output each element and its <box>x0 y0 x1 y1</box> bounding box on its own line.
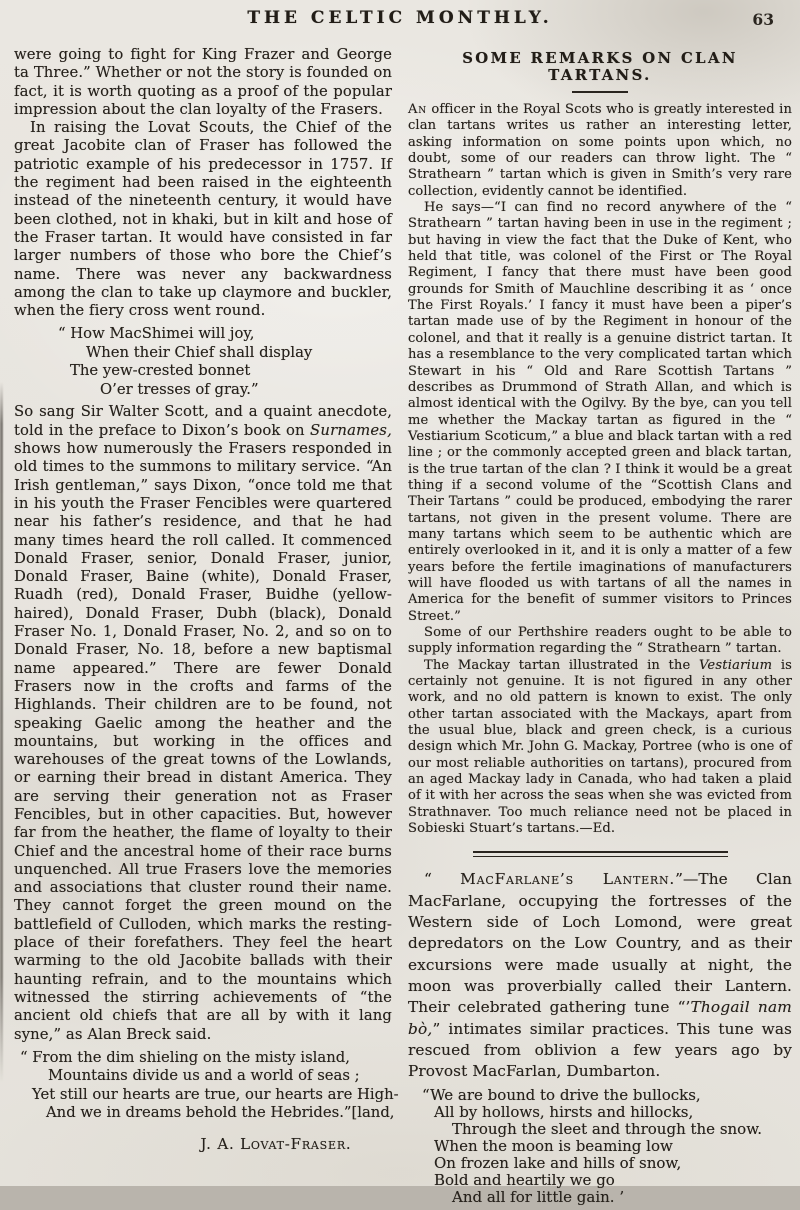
title-rule <box>572 91 628 93</box>
paragraph: An officer in the Royal Scots who is greatly interested in clan tartans writes us rather an interesting letter, asking information on some points upon which, no doubt, some of our readers can throw light. The “ Strathearn ” tartan which is given in Smith’s very rare collection, evidently cannot be identified. <box>408 102 792 199</box>
paragraph: Some of our Perthshire readers ought to be able to supply information regarding the “ Strathearn ” tartan. <box>408 625 792 657</box>
verse-line: And all for little gain. ’ <box>452 1187 625 1206</box>
verse-line: Yet still our hearts are true, our hearts are High- <box>32 1085 399 1103</box>
verse <box>14 325 392 399</box>
paragraph: The Mackay tartan illustrated in the Vestiarium is certainly not genuine. It is not figured in any other work, and no old pattern is known to exist. The only other tartan associated with the Mackays, apart from the usual blue, black and green check, is a curious design which Mr. John G. Mackay, Portree (who is one of our most reliable authorities on tartans), procured from an aged Mackay lady in Canada, who had taken a plaid of it with her across the seas when she was evicted from Strathnaver. Too much reliance need not be placed in Sobieski Stuart’s tartans.—Ed. <box>408 657 792 837</box>
verse-line: Bold and heartily we go <box>434 1170 615 1189</box>
paragraph: “ MacFarlane’s Lantern.”—The Clan MacFarlane, occupying the fortresses of the Western side of Loch Lomond, were great depredators on the Low Country, and as their excursions were made usually at night, the moon was proverbially called their Lantern. Their celebrated gathering tune “’Thogail nam bò,” intimates similar practices. This tune was rescued from oblivion a few years ago by Provost MacFarlan, Dumbarton. <box>408 870 792 1081</box>
paragraph: He says—“I can find no record anywhere of the “ Strathearn ” tartan having been in use in the regiment ; but having in view the fact that the Duke of Kent, who held that title, was colonel of the First or The Royal Regiment, I fancy that there must have been good grounds for Smith of Mauchline describing it as ‘ once The First Royals.’ I fancy it must have been a piper’s tartan made use of by the Regiment in honour of the colonel, and that it really is a genuine district tartan. It has a resemblance to the very complicated tartan which Stewart in his “ Old and Rare Scottish Tartans ” describes as Drummond of Strath Allan, and which is almost identical with the Ogilvy. By the bye, can you tell me whether the Mackay tartan as figured in the “ Vestiarium Scoticum,” a blue and black tartan with a red line ; or the commonly accepted green and black tartan, is the true tartan of the clan ? I think it would be a great thing if a second volume of the “Scottish Clans and Their Tartans ” could be produced, embodying the rarer tartans, not given in the present volume. There are many tartans which seem to be authentic which are entirely overlooked in it, and it is only a matter of a few years before the fertile imaginations of manufacturers will have flooded us with tartans of all the names in America for the benefit of summer visitors to Princes Street.” <box>408 200 792 624</box>
verse-line: “ From the dim shieling on the misty island, <box>20 1048 350 1066</box>
verse-line: O’er tresses of gray.” <box>100 380 259 398</box>
article-title: SOME REMARKS ON CLAN TARTANS. <box>462 50 738 84</box>
verse-line: “ How MacShimei will joy, <box>58 325 255 343</box>
paragraph: In raising the Lovat Scouts, the Chief of the great Jacobite clan of Fraser has followed the patriotic example of his predecessor in 1757. If the regiment had been raised in the eighteenth instead of the nineteenth century, it would have been clothed, not in khaki, but in kilt and hose of the Fraser tartan. It would have consisted in far larger numbers of those who bore the Chief’s name. There was never any backwardness among the clan to take up claymore and buckler, when the fiery cross went round. <box>14 119 392 320</box>
page-number: 63 <box>752 10 774 29</box>
paragraph: were going to fight for King Frazer and George ta Three.” Whether or not the story is founded on fact, it is worth quoting as a proof of the popular impression about the clan loyalty of the Frasers. <box>14 46 392 118</box>
verse-line: Through the sleet and through the snow. <box>452 1120 763 1139</box>
verse-line: Mountains divide us and a world of seas ; <box>48 1067 360 1085</box>
verse-line: “We are bound to drive the bullocks, <box>422 1086 701 1105</box>
section-divider <box>473 851 728 857</box>
signature: J. A. Lovat-Fraser. <box>200 1134 352 1153</box>
publication-title: THE CELTIC MONTHLY. <box>247 8 553 28</box>
page-header <box>0 8 800 38</box>
verse-line: The yew-crested bonnet <box>70 362 251 380</box>
verse-line: When their Chief shall display <box>86 343 313 361</box>
paragraph: So sang Sir Walter Scott, and a quaint anecdote, told in the preface to Dixon’s book on Surnames, shows how numerously the Frasers responded in old times to the summons to military service. “An Irish gentleman,” says Dixon, “once told me that in his youth the Fraser Fencibles were quartered near his father’s residence, and that he had many times heard the roll called. It commenced Donald Fraser, senior, Donald Fraser, junior, Donald Fraser, Baine (white), Donald Fraser, Ruadh (red), Donald Fraser, Buidhe (yellow-haired), Donald Fraser, Dubh (black), Donald Fraser No. 1, Donald Fraser, No. 2, and so on to Donald Fraser, No. 18, before a new baptismal name appeared.” There are fewer Donald Frasers now in the crofts and farms of the Highlands. Their children are to be found, not speaking Gaelic among the heather and the mountains, but working in the offices and warehouses of the great towns of the Lowlands, or earning their bread in distant America. They are serving their generation not as Fraser Fencibles, but in other capacities. But, however far from the heather, the flame of loyalty to their Chief and the ancestral home of their race burns unquenched. All true Frasers love the memories and associations that cluster round their name. They cannot forget the green mound on the battlefield of Culloden, which marks the resting-place of their forefathers. They feel the heart warming to the old Jacobite ballads with their haunting refrain, and to the mountains which witnessed the stirring achievements of “the ancient old chiefs that are all by with it lang syne,” as Alan Breck said. <box>14 403 392 1043</box>
verse <box>14 1048 399 1123</box>
scan-edge-artifact <box>0 382 3 1082</box>
column-left <box>14 46 399 1153</box>
column-right <box>408 46 792 1210</box>
verse-line: All by hollows, hirsts and hillocks, <box>434 1103 694 1122</box>
verse <box>408 1087 792 1205</box>
verse-line: On frozen lake and hills of snow, <box>434 1154 682 1173</box>
verse-line: When the moon is beaming low <box>434 1137 673 1156</box>
verse-line: And we in dreams behold the Hebrides.”[land, <box>46 1104 395 1122</box>
